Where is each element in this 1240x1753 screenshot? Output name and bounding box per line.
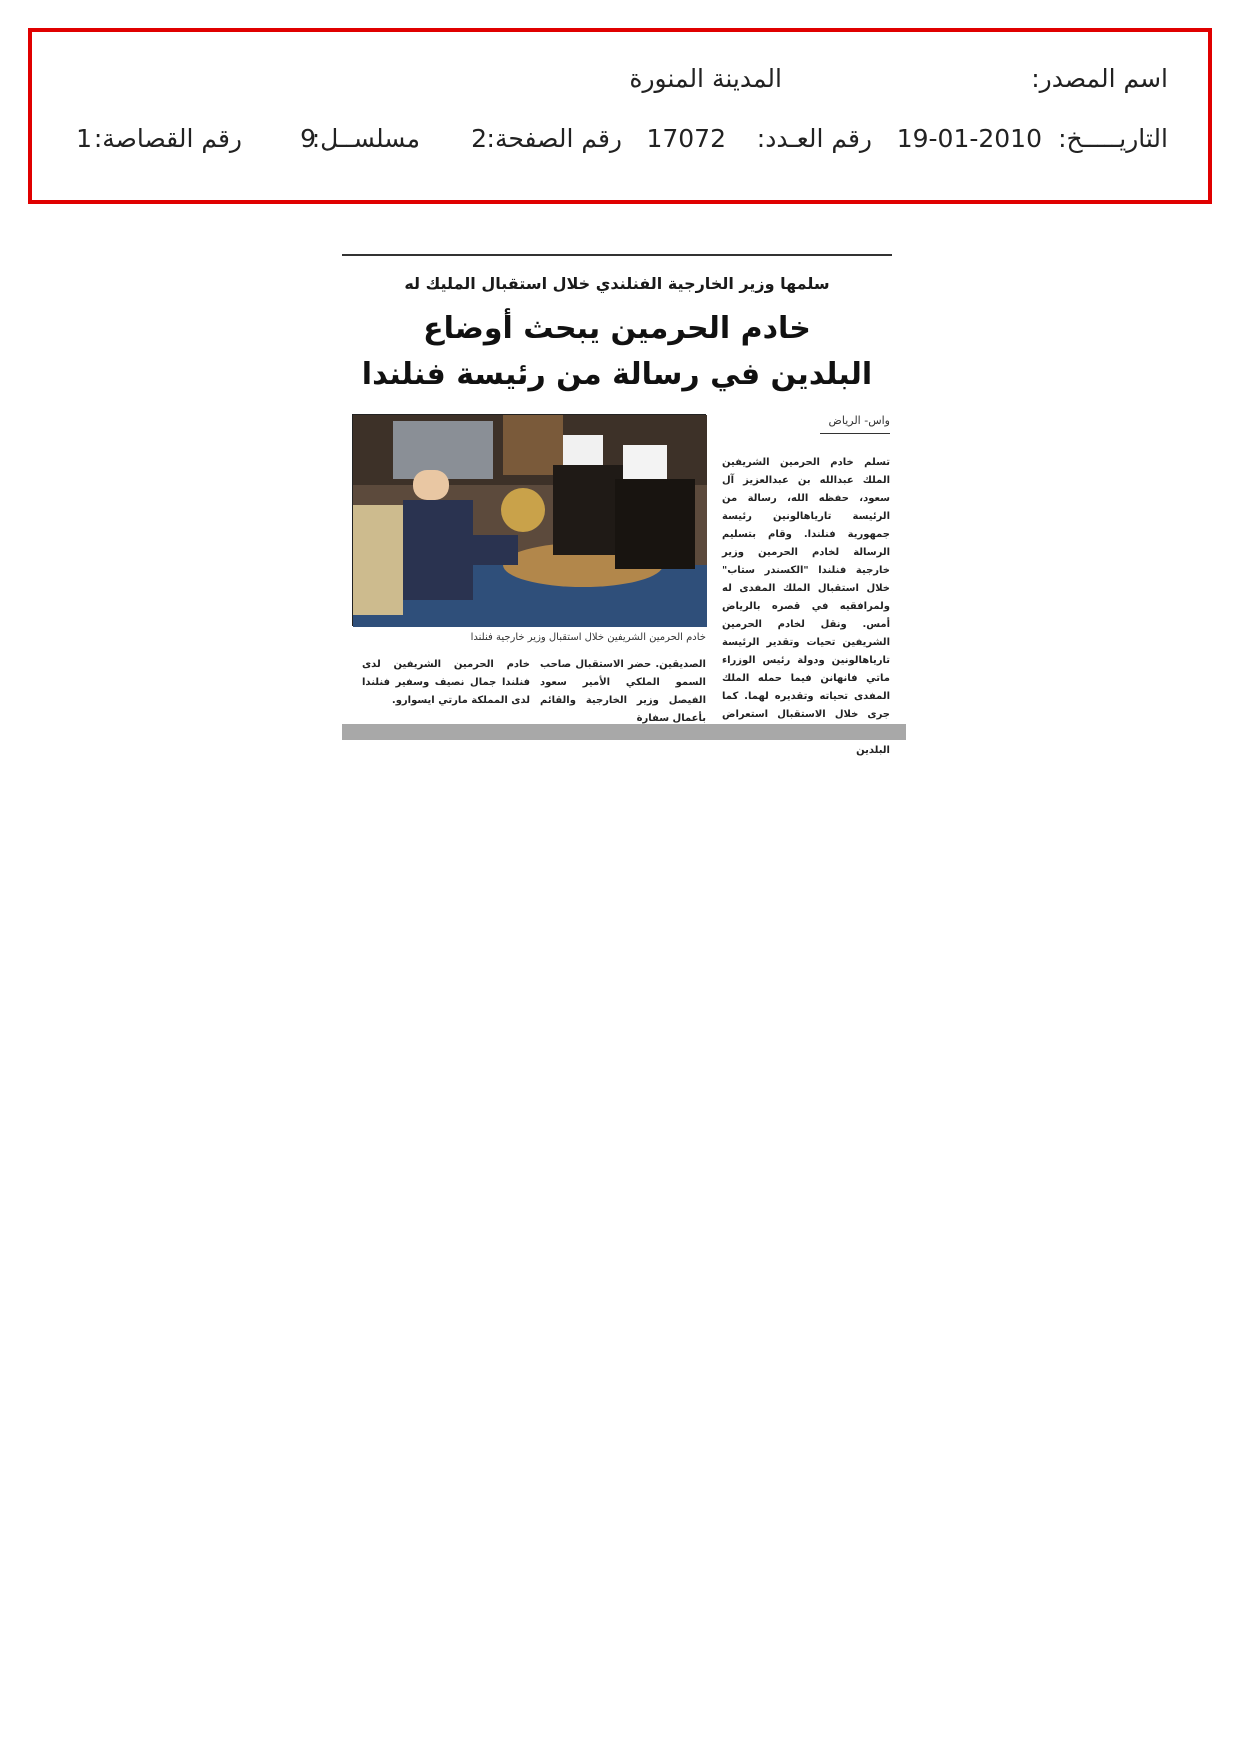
- article-kicker: سلمها وزير الخارجية الفنلندي خلال استقبال المليك له: [404, 274, 830, 293]
- clip-label: رقم القصاصة:: [93, 124, 242, 153]
- article-headline: [342, 306, 892, 398]
- photo-illustration: [353, 415, 707, 627]
- article-column-left: خادم الحرمين الشريفين لدى فنلندا جمال نصيف وسفير فنلندا لدى المملكة مارتي ايسوارو.: [362, 659, 530, 706]
- bottom-gray-bar: [342, 724, 906, 740]
- newspaper-clipping: [342, 254, 906, 756]
- issue-value: 17072: [646, 124, 726, 153]
- page-label: رقم الصفحة:: [486, 124, 622, 153]
- serial-value: 9: [300, 124, 316, 153]
- date-value: 19-01-2010: [896, 124, 1042, 153]
- article-photo: [352, 414, 706, 626]
- article-byline: واس- الرياض: [820, 414, 890, 434]
- date-label: التاريـــــخ:: [1058, 124, 1168, 153]
- headline-line-2: البلدين في رسالة من رئيسة فنلندا: [361, 357, 873, 392]
- top-rule: [342, 254, 892, 256]
- source-label: اسم المصدر:: [1031, 64, 1168, 93]
- source-value: المدينة المنورة: [629, 64, 782, 93]
- article-column-right: تسلم خادم الحرمين الشريفين الملك عبدالله بن عبدالعزيز آل سعود، حفظه الله، رسالة من الرئيسة تارياهالونين رئيسة جمهورية فنلندا. وقام بتسليم الرسالة لخادم الحرمين وزير خارجية فنلندا "الكسندر ستاب" خلال استقبال الملك المفدى له ولمرافقيه في قصره بالرياض أمس. ونقل لخادم الحرمين الشريفين تحيات وتقدير الرئيسة تارياهالونين ودولة رئيس الوزراء ماتي فانهانن فيما حمله الملك المفدى تحياته وتقديره لهما. كما جرى خلال الاستقبال استعراض البلدين: [722, 457, 890, 756]
- clip-value: 1: [76, 124, 92, 153]
- headline-line-1: خادم الحرمين يبحث أوضاع: [423, 311, 811, 346]
- article-column-middle: الصديقين. حضر الاستقبال صاحب السمو الملكي الأمير سعود الفيصل وزير الخارجية والقائم بأعمال سفارة: [540, 659, 706, 724]
- page-value: 2: [471, 124, 487, 153]
- serial-label: مسلســل:: [311, 124, 420, 153]
- issue-label: رقم العـدد:: [756, 124, 872, 153]
- photo-caption: خادم الحرمين الشريفين خلال استقبال وزير خارجية فنلندا: [470, 632, 706, 643]
- source-info-box: [28, 28, 1212, 204]
